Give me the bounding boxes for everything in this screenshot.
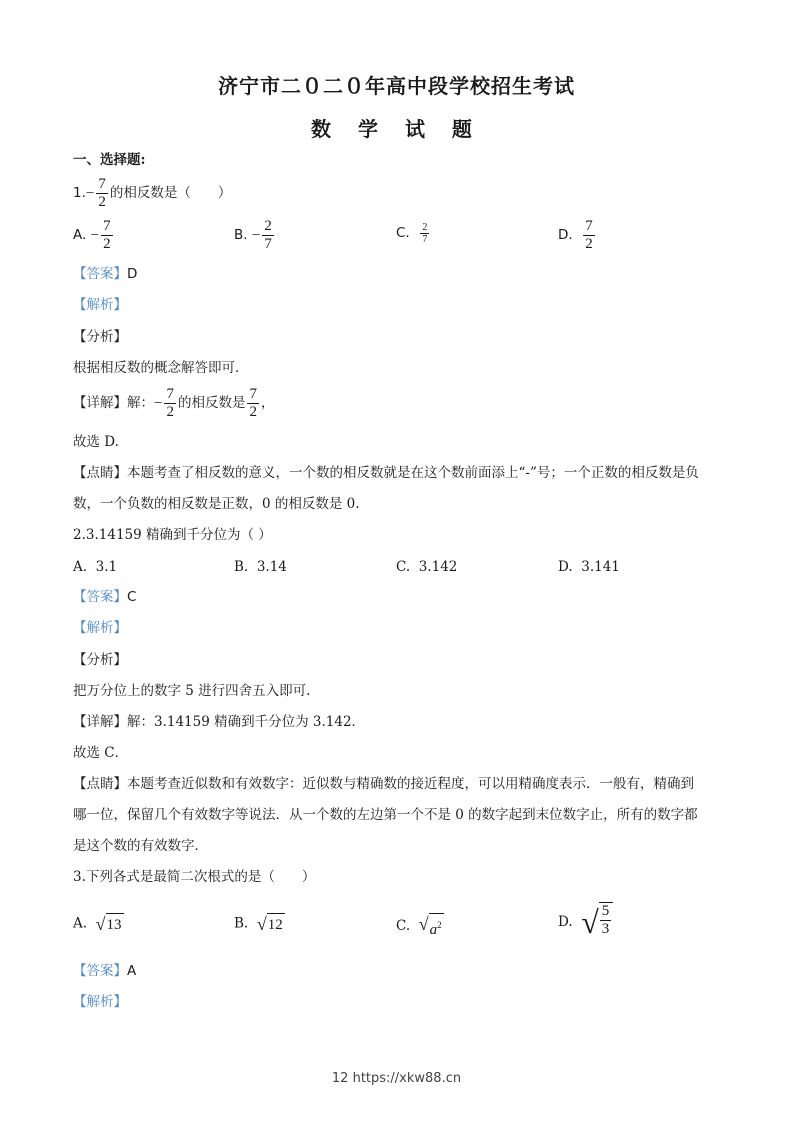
fraction: $\frac{7}{2}$ (166, 386, 174, 420)
comment-line: 【点睛】本题考查了相反数的意义，一个数的相反数就是在这个数前面添上“-”号；一个正数的相反数是负 (73, 465, 699, 481)
radical: √ $a^2$ (418, 914, 442, 938)
fenxi-text: 把万分位上的数字 5 进行四舍五入即可. (73, 683, 311, 699)
page-footer: 12 https://xkw88.cn (331, 1071, 462, 1086)
question-number: 1. (73, 185, 86, 201)
comment-line: 哪一位，保留几个有效数字等说法．从一个数的左边第一个不是 0 的数字起到末位数字止，所有的数字都 (73, 807, 698, 823)
option-d: D. $\frac{7}{2}$ (558, 218, 593, 252)
option-b: B. √ 12 (234, 914, 283, 934)
radical: √ 13 (95, 914, 122, 934)
minus-sign: − (85, 185, 95, 202)
answer-label: 【答案】 (73, 963, 127, 979)
fraction: $\frac{7}{2}$ (103, 218, 111, 252)
conclusion: 故选 C． (73, 745, 129, 761)
fraction: $\frac{2}{7}$ (264, 218, 272, 252)
option-a: A. 3.1 (73, 559, 118, 575)
comment-label: 【点睛】 (73, 465, 127, 481)
detail-line: 【详解】解：3.14159 精确到千分位为 3.142． (73, 714, 366, 730)
option-a: A. − $\frac{7}{2}$ (73, 218, 111, 252)
analysis-label: 【解析】 (73, 620, 127, 636)
radical: √ $\frac{5}{3}$ (581, 902, 613, 942)
page-title: 济宁市二０二０年高中段学校招生考试 (218, 74, 575, 98)
analysis-label: 【解析】 (73, 297, 127, 313)
answer-value: A (127, 963, 137, 979)
fraction: $\frac{7}{2}$ (98, 176, 106, 210)
comment-line: 是这个数的有效数字． (73, 838, 208, 854)
fenxi-label: 【分析】 (73, 329, 127, 345)
fraction: $\frac{7}{2}$ (249, 386, 257, 420)
question-3-stem: 3.下列各式是最简二次根式的是（ ） (73, 869, 316, 885)
page-subtitle: 数 学 试 题 (311, 117, 482, 141)
option-c: C. √ $a^2$ (396, 914, 442, 938)
section-heading: 一、选择题: (73, 152, 146, 168)
fraction: $\frac{7}{2}$ (585, 218, 593, 252)
detail-line: 【详解】解：− $\frac{7}{2}$ 的相反数是 $\frac{7}{2}$ ， (73, 386, 275, 420)
question-2-stem: 2.3.14159 精确到千分位为（ ） (73, 527, 272, 543)
answer-line (73, 264, 137, 284)
radical: √ 12 (256, 914, 283, 934)
analysis-label: 【解析】 (73, 994, 127, 1010)
answer-label: 【答案】 (73, 266, 127, 282)
question-1-stem (73, 176, 231, 211)
answer-value: D (127, 266, 138, 282)
fenxi-label: 【分析】 (73, 652, 127, 668)
answer-line (73, 961, 136, 981)
option-d: D. √ $\frac{5}{3}$ (558, 902, 613, 942)
answer-line (73, 587, 136, 607)
comment-line: 数，一个负数的相反数是正数，0 的相反数是 0. (73, 496, 360, 512)
option-b: B. 3.14 (234, 559, 287, 575)
option-a: A. √ 13 (73, 914, 122, 934)
comment-label: 【点睛】 (73, 776, 127, 792)
fraction: $\frac{2}{7}$ (422, 222, 428, 245)
option-d: D. 3.141 (558, 559, 620, 575)
question-text: 的相反数是（ ） (109, 185, 232, 201)
option-b: B. − $\frac{2}{7}$ (234, 218, 272, 252)
comment-line: 【点睛】本题考查近似数和有效数字：近似数与精确数的接近程度，可以用精确度表示．一般有，精确到 (73, 776, 694, 792)
answer-label: 【答案】 (73, 589, 127, 605)
option-c: C. 3.142 (396, 559, 458, 575)
conclusion: 故选 D. (73, 434, 119, 450)
fenxi-text: 根据相反数的概念解答即可． (73, 360, 249, 376)
option-c: C. $\frac{2}{7}$ (396, 222, 428, 245)
answer-value: C (127, 589, 137, 605)
